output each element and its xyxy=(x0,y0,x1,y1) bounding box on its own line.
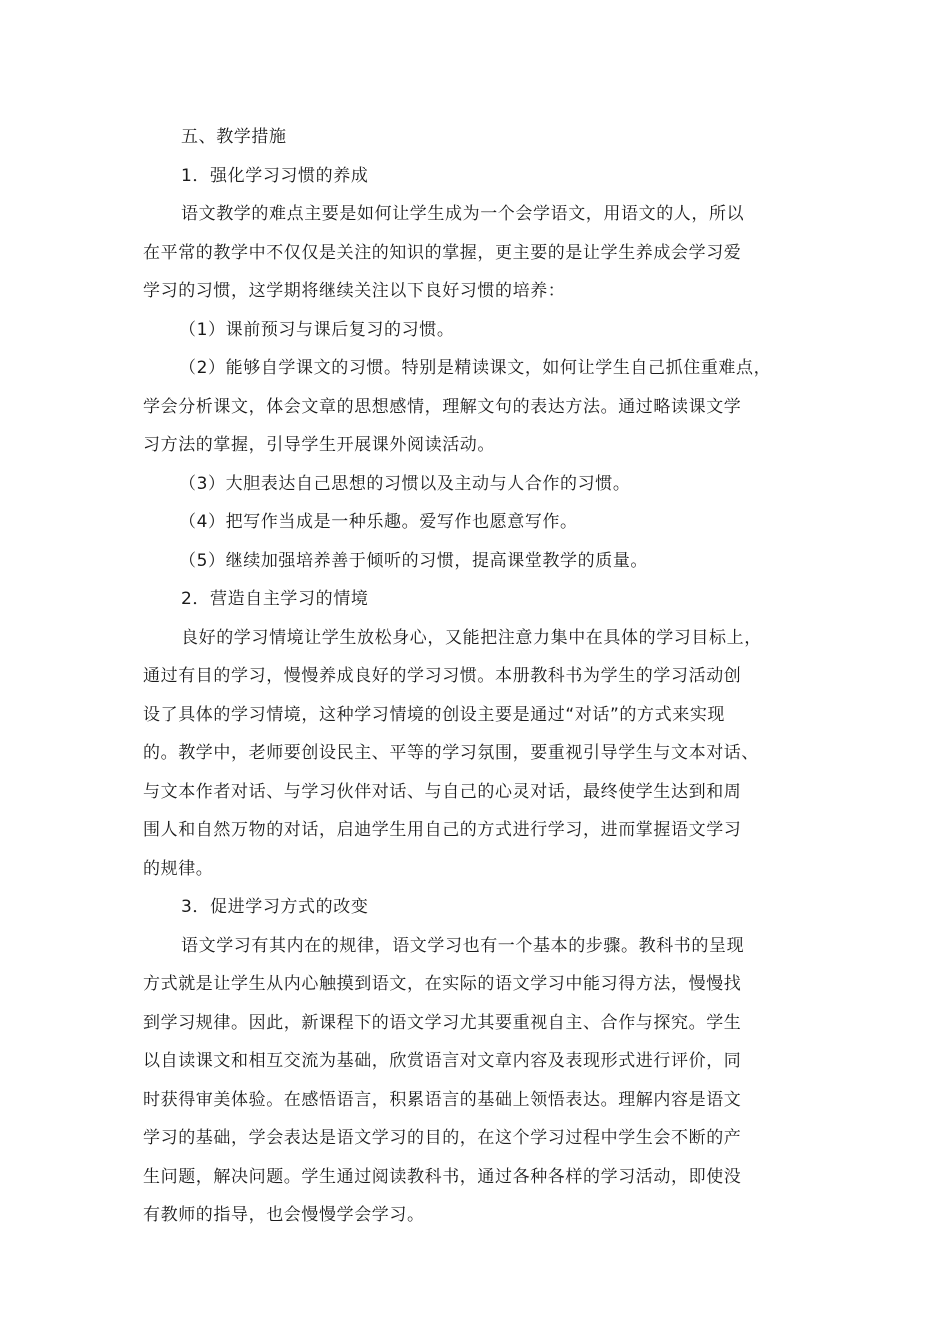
subsection-heading: 1．强化学习习惯的养成 xyxy=(181,165,369,186)
paragraph-line: 学习的习惯，这学期将继续关注以下良好习惯的培养： xyxy=(143,281,566,301)
subsection-heading: 3．促进学习方式的改变 xyxy=(181,897,369,917)
paragraph-line: 语文教学的难点主要是如何让学生成为一个会学语文，用语文的人，所以 xyxy=(181,204,745,224)
paragraph-line: 围人和自然万物的对话，启迪学生用自己的方式进行学习，进而掌握语文学习 xyxy=(143,820,742,840)
paragraph-line: 学习的基础，学会表达是语文学习的目的，在这个学习过程中学生会不断的产 xyxy=(143,1128,742,1148)
paragraph-line: 通过有目的学习，慢慢养成良好的学习习惯。本册教科书为学生的学习活动创 xyxy=(143,666,742,686)
list-item: （1）课前预习与课后复习的习惯。 xyxy=(179,319,455,340)
paragraph-line: 有教师的指导，也会慢慢学会学习。 xyxy=(143,1205,425,1225)
document-body xyxy=(143,118,811,1235)
paragraph-line: 以自读课文和相互交流为基础，欣赏语言对文章内容及表现形式进行评价，同 xyxy=(143,1051,742,1071)
section-heading: 五、教学措施 xyxy=(181,127,287,147)
paragraph-line: 与文本作者对话、与学习伙伴对话、与自己的心灵对话，最终使学生达到和周 xyxy=(143,781,742,802)
list-item: （3）大胆表达自己思想的习惯以及主动与人合作的习惯。 xyxy=(179,473,631,494)
paragraph-line: 设了具体的学习情境，这种学习情境的创设主要是通过“对话”的方式来实现 xyxy=(143,704,726,725)
list-item: （2）能够自学课文的习惯。特别是精读课文，如何让学生自己抓住重难点， xyxy=(179,358,772,378)
subsection-heading: 2．营造自主学习的情境 xyxy=(181,589,369,609)
list-item: （5）继续加强培养善于倾听的习惯，提高课堂教学的质量。 xyxy=(179,550,649,571)
paragraph-line: 的。教学中，老师要创设民主、平等的学习氛围，要重视引导学生与文本对话、 xyxy=(143,743,759,763)
paragraph-line: 方式就是让学生从内心触摸到语文，在实际的语文学习中能习得方法，慢慢找 xyxy=(143,974,742,994)
paragraph-line: 语文学习有其内在的规律，语文学习也有一个基本的步骤。教科书的呈现 xyxy=(181,935,745,956)
paragraph-line: 的规律。 xyxy=(143,858,214,879)
paragraph-line: 到学习规律。因此，新课程下的语文学习尤其要重视自主、合作与探究。学生 xyxy=(143,1012,742,1033)
paragraph-line: 习方法的掌握，引导学生开展课外阅读活动。 xyxy=(143,435,495,455)
list-item: （4）把写作当成是一种乐趣。爱写作也愿意写作。 xyxy=(179,512,578,532)
paragraph-line: 时获得审美体验。在感悟语言，积累语言的基础上领悟表达。理解内容是语文 xyxy=(143,1089,742,1110)
paragraph-line: 生问题，解决问题。学生通过阅读教科书，通过各种各样的学习活动，即使没 xyxy=(143,1166,742,1187)
paragraph-line: 良好的学习情境让学生放松身心，又能把注意力集中在具体的学习目标上， xyxy=(181,627,762,648)
paragraph-line: 在平常的教学中不仅仅是关注的知识的掌握，更主要的是让学生养成会学习爱 xyxy=(143,242,742,263)
paragraph-line: 学会分析课文，体会文章的思想感情，理解文句的表达方法。通过略读课文学 xyxy=(143,396,742,417)
